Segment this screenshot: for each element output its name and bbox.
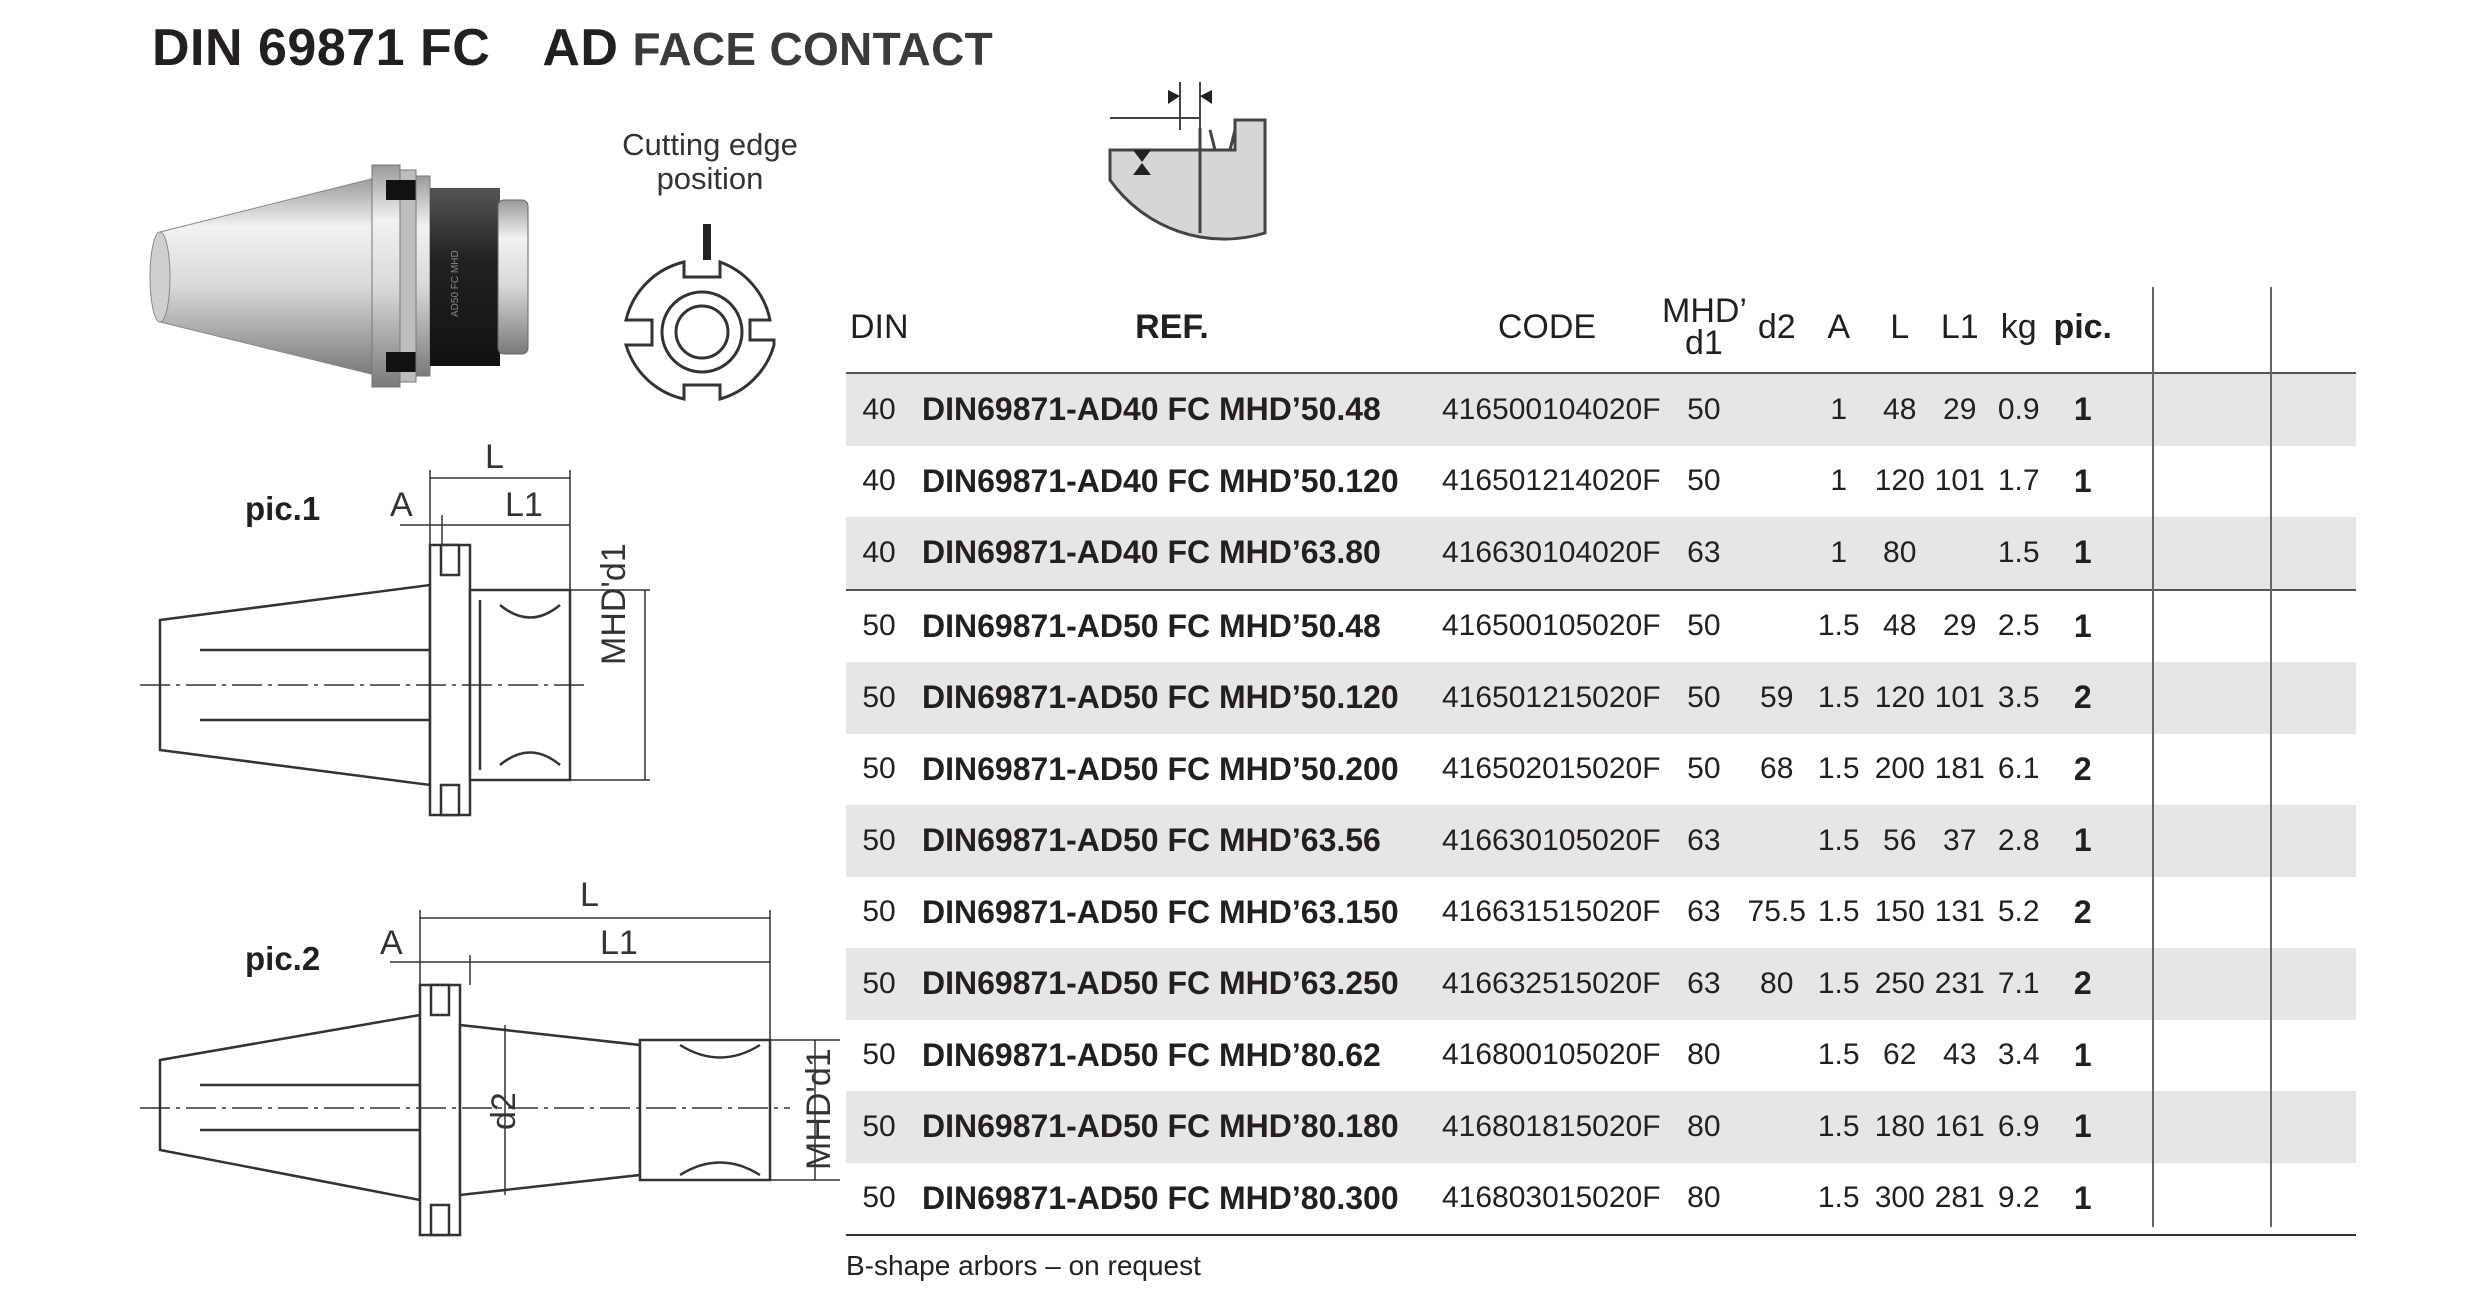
- cell-blank: [2118, 590, 2238, 663]
- cell-din: 50: [862, 1181, 896, 1215]
- cell-l1: 101: [1934, 464, 1985, 498]
- cell-code: 416630105020F: [1432, 805, 1662, 877]
- cell-l: 180: [1870, 1091, 1930, 1163]
- cell-a: 1.5: [1808, 662, 1870, 734]
- cell-ref: DIN69871-AD50 FC MHD’80.300: [922, 1179, 1399, 1216]
- cell-ref: DIN69871-AD50 FC MHD’63.56: [912, 805, 1432, 877]
- col-blank-2: [2238, 282, 2356, 373]
- cell-l1: 181: [1934, 752, 1985, 786]
- cell-kg: 6.1: [1997, 752, 2040, 786]
- cell-mhd: 50: [1662, 373, 1746, 446]
- table-header-row: [846, 282, 2356, 373]
- cell-l: 56: [1870, 805, 1930, 877]
- footnote: B-shape arbors – on request: [846, 1250, 1201, 1281]
- cell-ref: DIN69871-AD50 FC MHD’50.200: [922, 750, 1399, 787]
- table-row: [846, 662, 2356, 734]
- cell-l: 120: [1870, 662, 1930, 734]
- cell-d2: 80: [1746, 948, 1808, 1020]
- spec-table: [846, 282, 2356, 1236]
- cell-blank: [2238, 446, 2356, 518]
- table-row: [846, 446, 2356, 518]
- cell-blank: [2238, 1163, 2356, 1236]
- cell-blank: [2118, 805, 2238, 877]
- table-row: [846, 1091, 2356, 1163]
- cell-l: 48: [1870, 373, 1930, 446]
- title-main: DIN 69871 FC: [152, 19, 491, 77]
- cell-mhd: 63: [1662, 517, 1746, 590]
- cell-pic: 1: [2048, 517, 2118, 590]
- cell-din: 50: [862, 609, 896, 643]
- cell-l: 150: [1874, 895, 1925, 929]
- cell-pic: 2: [2048, 662, 2118, 734]
- cell-blank: [2238, 662, 2356, 734]
- pic2-label: pic.2: [245, 940, 321, 977]
- cell-din: 50: [846, 805, 912, 877]
- table-row: [846, 590, 2356, 663]
- cell-pic: 1: [2048, 1091, 2118, 1163]
- cell-d2: [1746, 1020, 1808, 1092]
- cell-blank: [2118, 877, 2238, 949]
- cell-l1: [1930, 517, 1990, 590]
- cell-blank: [2118, 446, 2238, 518]
- cell-code: 416800105020F: [1442, 1038, 1661, 1072]
- title-subtitle: FACE CONTACT: [632, 23, 993, 75]
- cell-mhd: 50: [1687, 464, 1721, 498]
- cell-blank: [2238, 1020, 2356, 1092]
- cutting-edge-label: Cutting edge position: [622, 127, 798, 196]
- cell-mhd: 63: [1687, 895, 1721, 929]
- cell-code: 416501214020F: [1442, 464, 1661, 498]
- col-kg: kg: [2000, 307, 2037, 346]
- table-row: [846, 517, 2356, 590]
- cell-code: 416502015020F: [1442, 752, 1661, 786]
- cell-l: 80: [1870, 517, 1930, 590]
- table-row: [846, 734, 2356, 806]
- cell-l: 48: [1883, 609, 1917, 643]
- cell-a: 1: [1808, 517, 1870, 590]
- col-d2: d2: [1757, 307, 1796, 346]
- col-a: A: [1827, 307, 1851, 346]
- cell-l1: 281: [1934, 1181, 1985, 1215]
- cell-l: 200: [1874, 752, 1925, 786]
- cell-a: 1.5: [1817, 1181, 1860, 1215]
- cell-kg: 6.9: [1990, 1091, 2048, 1163]
- cell-l1: 37: [1930, 805, 1990, 877]
- cell-blank: [2118, 948, 2238, 1020]
- cell-l: 300: [1874, 1181, 1925, 1215]
- cell-code: 416803015020F: [1442, 1181, 1661, 1215]
- table-row: [846, 948, 2356, 1020]
- svg-text:AD50 FC MHD: AD50 FC MHD: [450, 250, 461, 317]
- cell-pic: 1: [2073, 1179, 2092, 1216]
- column-divider-1: [2152, 287, 2154, 1227]
- cell-din: 50: [846, 1091, 912, 1163]
- cell-mhd: 80: [1687, 1038, 1721, 1072]
- cell-l1: 29: [1930, 373, 1990, 446]
- cell-din: 40: [846, 373, 912, 446]
- cell-ref: DIN69871-AD50 FC MHD’50.48: [922, 607, 1381, 644]
- cell-kg: 0.9: [1990, 373, 2048, 446]
- cell-d2: 59: [1746, 662, 1808, 734]
- cell-d2: 68: [1760, 752, 1794, 786]
- cell-d2: [1746, 590, 1808, 663]
- cell-mhd: 80: [1662, 1091, 1746, 1163]
- title-code: AD: [542, 19, 619, 77]
- table-row: [846, 1020, 2356, 1092]
- col-ref: REF.: [1135, 307, 1209, 346]
- cell-blank: [2238, 805, 2356, 877]
- cell-blank: [2118, 373, 2238, 446]
- cell-blank: [2238, 1091, 2356, 1163]
- cell-din: 50: [846, 662, 912, 734]
- cell-din: 40: [862, 464, 896, 498]
- table-row: [846, 373, 2356, 446]
- cell-ref: DIN69871-AD50 FC MHD’63.150: [922, 893, 1399, 930]
- cell-ref: DIN69871-AD50 FC MHD’50.120: [912, 662, 1432, 734]
- pic1-dim-L1: L1: [505, 486, 543, 524]
- cell-blank: [2118, 517, 2238, 590]
- cell-l: 250: [1870, 948, 1930, 1020]
- cell-d2: [1746, 1091, 1808, 1163]
- cell-kg: 9.2: [1997, 1181, 2040, 1215]
- cell-mhd: 50: [1687, 752, 1721, 786]
- cell-kg: 2.5: [1997, 609, 2040, 643]
- cell-blank: [2118, 1091, 2238, 1163]
- face-contact-detail: [1110, 82, 1265, 239]
- cell-pic: 1: [2048, 805, 2118, 877]
- cell-pic: 1: [2073, 462, 2092, 499]
- cell-pic: 2: [2073, 750, 2092, 787]
- pic1-dim-mhd: MHD'd1: [595, 543, 633, 665]
- col-code: CODE: [1497, 307, 1597, 346]
- cutting-edge-symbol: [626, 224, 774, 399]
- cell-pic: 2: [2048, 948, 2118, 1020]
- cell-ref: DIN69871-AD50 FC MHD’80.62: [922, 1036, 1381, 1073]
- col-l1: L1: [1940, 307, 1979, 346]
- cell-din: 50: [846, 948, 912, 1020]
- col-blank-1: [2118, 282, 2238, 373]
- cell-l1: 231: [1930, 948, 1990, 1020]
- cell-l: 120: [1874, 464, 1925, 498]
- cell-ref: DIN69871-AD50 FC MHD’63.250: [912, 948, 1432, 1020]
- cell-code: 416631515020F: [1442, 895, 1661, 929]
- cell-blank: [2238, 373, 2356, 446]
- cell-ref: DIN69871-AD50 FC MHD’80.180: [912, 1091, 1432, 1163]
- cell-blank: [2118, 1163, 2238, 1236]
- cell-l1: 43: [1943, 1038, 1977, 1072]
- cell-a: 1.5: [1817, 1038, 1860, 1072]
- cell-din: 50: [862, 752, 896, 786]
- cell-code: 416630104020F: [1432, 517, 1662, 590]
- cell-d2: [1746, 1163, 1808, 1236]
- cell-mhd: 80: [1687, 1181, 1721, 1215]
- cell-mhd: 50: [1687, 609, 1721, 643]
- cell-mhd: 63: [1662, 948, 1746, 1020]
- cell-l1: 131: [1934, 895, 1985, 929]
- cell-kg: 7.1: [1990, 948, 2048, 1020]
- cell-code: 416801815020F: [1432, 1091, 1662, 1163]
- col-din: DIN: [850, 307, 909, 346]
- pic2-dim-L: L: [580, 876, 599, 914]
- product-photo: [150, 165, 528, 387]
- cell-a: 1.5: [1808, 1091, 1870, 1163]
- table-row: [846, 1163, 2356, 1236]
- cell-a: 1: [1808, 373, 1870, 446]
- cell-pic: 2: [2073, 893, 2092, 930]
- col-l: L: [1890, 307, 1910, 346]
- pic1-dim-A: A: [390, 486, 413, 524]
- cell-blank: [2238, 877, 2356, 949]
- cell-l: 62: [1883, 1038, 1917, 1072]
- cell-pic: 1: [2048, 373, 2118, 446]
- cell-blank: [2238, 734, 2356, 806]
- cell-a: 1.5: [1817, 752, 1860, 786]
- pic2-dim-A: A: [380, 924, 403, 962]
- pic2-dim-L1: L1: [600, 924, 638, 962]
- table-row: [846, 805, 2356, 877]
- pic1-dim-L: L: [485, 438, 504, 476]
- cell-a: 1.5: [1808, 805, 1870, 877]
- pic2-dim-d2: d2: [485, 1092, 523, 1130]
- cell-mhd: 50: [1662, 662, 1746, 734]
- cell-code: 416500105020F: [1442, 609, 1661, 643]
- cell-l1: 101: [1930, 662, 1990, 734]
- pic2-dim-mhd: MHD'd1: [800, 1048, 838, 1170]
- cell-a: 1.5: [1817, 609, 1860, 643]
- cell-code: 416501215020F: [1432, 662, 1662, 734]
- cell-pic: 1: [2073, 607, 2092, 644]
- pic1-label: pic.1: [245, 490, 321, 527]
- cell-blank: [2118, 662, 2238, 734]
- cell-din: 40: [846, 517, 912, 590]
- col-pic: pic.: [2053, 307, 2113, 346]
- cell-ref: DIN69871-AD40 FC MHD’63.80: [912, 517, 1432, 590]
- cell-d2: [1746, 373, 1808, 446]
- cell-d2: 75.5: [1747, 895, 1806, 929]
- table-body: [846, 373, 2356, 1235]
- col-mhd: MHD’ d1: [1662, 292, 1747, 362]
- cell-kg: 3.4: [1997, 1038, 2040, 1072]
- cell-kg: 5.2: [1997, 895, 2040, 929]
- column-divider-2: [2270, 287, 2272, 1227]
- cell-a: 1.5: [1817, 895, 1860, 929]
- cell-d2: [1746, 805, 1808, 877]
- cell-kg: 3.5: [1990, 662, 2048, 734]
- cell-a: 1.5: [1808, 948, 1870, 1020]
- cell-l1: 161: [1930, 1091, 1990, 1163]
- cell-kg: 1.7: [1997, 464, 2040, 498]
- cell-blank: [2118, 734, 2238, 806]
- cell-kg: 2.8: [1990, 805, 2048, 877]
- cell-mhd: 63: [1662, 805, 1746, 877]
- cell-l1: 29: [1943, 609, 1977, 643]
- cell-blank: [2238, 948, 2356, 1020]
- cell-blank: [2238, 590, 2356, 663]
- cell-din: 50: [862, 1038, 896, 1072]
- cell-blank: [2238, 517, 2356, 590]
- cell-din: 50: [862, 895, 896, 929]
- cell-d2: [1746, 446, 1808, 518]
- cell-pic: 1: [2073, 1036, 2092, 1073]
- cell-code: 416500104020F: [1432, 373, 1662, 446]
- cell-blank: [2118, 1020, 2238, 1092]
- table-row: [846, 877, 2356, 949]
- cell-a: 1: [1830, 464, 1848, 498]
- cell-kg: 1.5: [1990, 517, 2048, 590]
- cell-d2: [1746, 517, 1808, 590]
- cell-code: 416632515020F: [1432, 948, 1662, 1020]
- cell-ref: DIN69871-AD40 FC MHD’50.48: [912, 373, 1432, 446]
- cell-ref: DIN69871-AD40 FC MHD’50.120: [922, 462, 1399, 499]
